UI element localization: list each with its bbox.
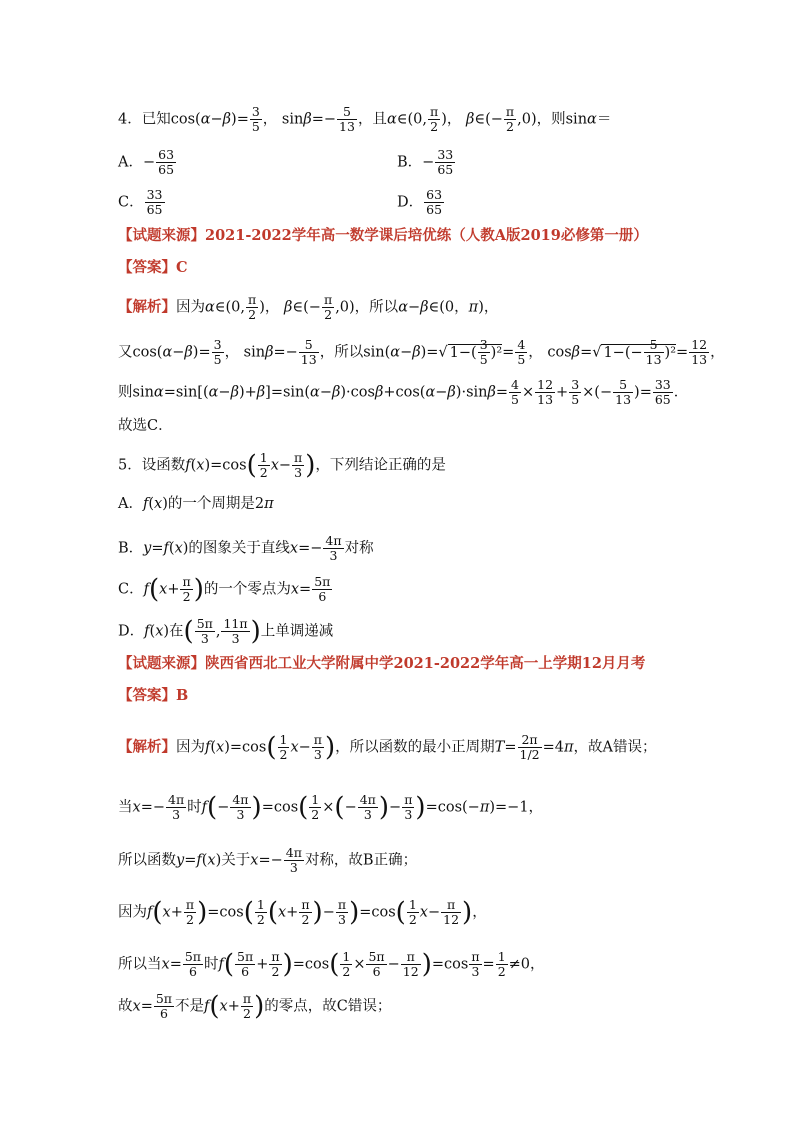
q5-answer: 【答案】B xyxy=(118,687,189,704)
q5-option-b: B．y=f(x)的图象关于直线x=− $\frac{4\pi}{3}$ 对称 xyxy=(118,533,374,563)
q4-analysis-1: 【解析】因为α∈(0, $\frac{\pi}{2}$ )， β∈(− $\frac{\pi}{2}$ ,0)，所以α−β∈(0，π)， xyxy=(118,292,499,322)
q5-analysis-4: 因为f(x+ $\frac{\pi}{2}$ )=cos( $\frac{1}{2}$ (x+ $\frac{\pi}{2}$ )− $\frac{\pi}{3}$ )=cos( $\frac{1}{2}$ x− $\frac{\pi}{12}$ )， xyxy=(118,897,487,928)
q5-option-d: D．f(x)在( $\frac{5\pi}{3}$ , $\frac{11\pi}{3}$ )上单调递减 xyxy=(118,616,334,647)
q5-analysis-6: 故x= $\frac{5\pi}{6}$ 不是f(x+ $\frac{\pi}{2}$ )的零点，故C错误； xyxy=(118,991,392,1022)
q4-option-c: C． $\frac{33}{65}$ xyxy=(118,187,163,217)
q4-analysis-3: 则sinα=sin[(α−β)+β]=sin(α−β)·cosβ+cos(α−β)·sinβ= $\frac{4}{5}$ × $\frac{12}{13}$ + $\frac{3}{5}$ ×(− $\frac{5}{13}$ )= $\frac{33}{65}$ ． xyxy=(118,377,689,407)
q4-analysis-2: 又cos(α−β)= $\frac{3}{5}$ ， sinβ=− $\frac{5}{13}$ ，所以sin(α−β)=√ 1−( $\frac{3}{5}$ )²= $\frac{4}{5}$ ， cosβ=√ 1−(− $\frac{5}{13}$ )²= $\frac{12}{13}$ ， xyxy=(118,337,725,367)
q4-source: 【试题来源】2021-2022学年高一数学课后培优练（人教A版2019必修第一册） xyxy=(118,227,648,244)
q4-option-b: B．− $\frac{33}{65}$ xyxy=(397,147,454,177)
q5-source: 【试题来源】陕西省西北工业大学附属中学2021-2022学年高一上学期12月月考 xyxy=(118,655,646,672)
q5-analysis-5: 所以当x= $\frac{5\pi}{6}$ 时f( $\frac{5\pi}{6}$ + $\frac{\pi}{2}$ )=cos( $\frac{1}{2}$ × $\frac{5\pi}{6}$ − $\frac{\pi}{12}$ )=cos $\frac{\pi}{3}$ = $\frac{1}{2}$ ≠0， xyxy=(118,949,545,980)
q4-option-d: D． $\frac{63}{65}$ xyxy=(397,187,443,217)
q4-stem: 4．已知cos(α−β)= $\frac{3}{5}$ ， sinβ=− $\frac{5}{13}$ ，且α∈(0, $\frac{\pi}{2}$ )， β∈(− $\frac{\pi}{2}$ ,0)，则sinα＝ xyxy=(118,104,612,134)
q5-analysis-3: 所以函数y=f(x)关于x=− $\frac{4\pi}{3}$ 对称，故B正确； xyxy=(118,845,418,875)
q4-analysis-4: 故选C． xyxy=(118,418,173,434)
q5-stem: 5．设函数f(x)=cos( $\frac{1}{2}$ x− $\frac{\pi}{3}$ )，下列结论正确的是 xyxy=(118,450,446,481)
q5-analysis-2: 当x=− $\frac{4\pi}{3}$ 时f(− $\frac{4\pi}{3}$ )=cos( $\frac{1}{2}$ ×(− $\frac{4\pi}{3}$ )− $\frac{\pi}{3}$ )=cos(−π)=−1， xyxy=(118,792,544,823)
q4-answer: 【答案】C xyxy=(118,259,188,276)
q5-analysis-1: 【解析】因为f(x)=cos( $\frac{1}{2}$ x− $\frac{\pi}{3}$ )，所以函数的最小正周期T= $\frac{2\pi}{1/2}$ =4π，故A错误； xyxy=(118,732,657,763)
q5-option-c: C．f(x+ $\frac{\pi}{2}$ )的一个零点为x= $\frac{5\pi}{6}$ xyxy=(118,574,331,605)
q5-option-a: A．f(x)的一个周期是2π xyxy=(118,496,274,512)
q4-option-a: A．− $\frac{63}{65}$ xyxy=(118,147,175,177)
